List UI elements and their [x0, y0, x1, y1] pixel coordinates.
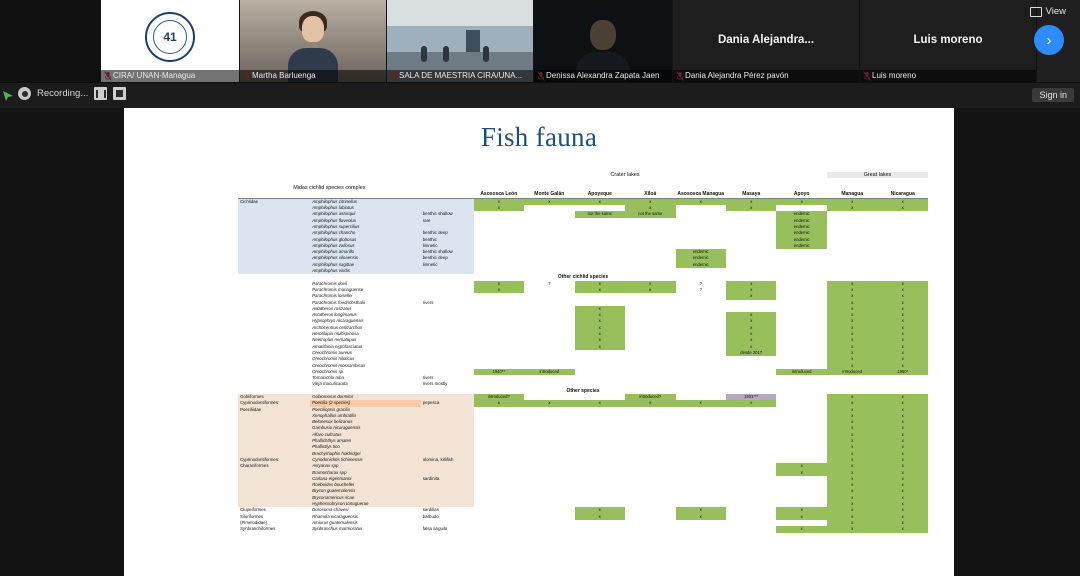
- note-cell: barbudo: [422, 513, 439, 519]
- video-tile-denissa-zapata[interactable]: [534, 0, 673, 82]
- video-tile-name: Dania Alejandra Pérez pavón: [673, 70, 859, 82]
- pause-recording-button[interactable]: [94, 87, 107, 100]
- presence-cell: x: [676, 514, 726, 520]
- presence-cell: x: [726, 325, 776, 331]
- video-tile-name: Denissa Alexandra Zapata Jaen: [534, 70, 672, 82]
- species-cell: Amphilophus amarillo: [312, 249, 355, 255]
- presence-cell: x: [877, 451, 928, 457]
- presence-cell: x: [575, 312, 625, 318]
- presence-cell: x: [575, 344, 625, 350]
- presence-cell: endemic: [776, 224, 826, 230]
- species-cell: Archocentrus centrarchus: [312, 324, 363, 330]
- presence-cell: x: [776, 526, 826, 532]
- presence-cell: x: [575, 400, 625, 406]
- presence-cell: endemic: [676, 262, 726, 268]
- presence-cell: x: [776, 470, 826, 476]
- species-cell: Gambusia nicaraguensis: [312, 425, 361, 431]
- presence-cell: x: [575, 318, 625, 324]
- presence-cell: introduced?: [474, 394, 524, 400]
- note-cell: rivers mostly: [422, 381, 448, 387]
- col-header-monte-galan: Monte Galán: [524, 178, 574, 198]
- presence-cell: x: [776, 507, 826, 513]
- presence-cell: x: [474, 400, 524, 406]
- presence-cell: x: [575, 325, 625, 331]
- presence-cell: x: [877, 312, 928, 318]
- recording-controls: [18, 87, 126, 100]
- room-ceiling: [387, 0, 533, 26]
- species-cell: Bramocharax spp: [312, 469, 347, 475]
- share-pointer-icon[interactable]: [2, 89, 14, 101]
- presence-cell: ?: [676, 287, 726, 293]
- species-cell: Cynodonichtis tichimensis: [312, 456, 363, 462]
- species-cell: Amiurus guatemalensis: [312, 519, 358, 525]
- presence-cell: x: [827, 438, 877, 444]
- chevron-right-icon: ›: [1046, 31, 1052, 49]
- presence-cell: x: [827, 407, 877, 413]
- presence-cell: x: [575, 337, 625, 343]
- table-body: [238, 198, 928, 532]
- family-cell: Cichlidae: [240, 198, 259, 204]
- presence-cell: x: [877, 281, 928, 287]
- presence-cell: x: [827, 425, 877, 431]
- presence-cell: x: [726, 287, 776, 293]
- presence-cell: x: [877, 463, 928, 469]
- note-cell: rivers: [422, 299, 434, 305]
- presence-cell: x: [877, 318, 928, 324]
- col-header-apoyo: Apoyo: [776, 178, 826, 198]
- presence-cell: x: [827, 300, 877, 306]
- presentation-slide: [124, 108, 954, 576]
- col-header-nicaragua: Nicaragua: [877, 178, 928, 198]
- presence-cell: x: [726, 198, 776, 205]
- presence-cell: x: [827, 526, 877, 532]
- presence-cell: x: [726, 293, 776, 299]
- section-header-other-species: Other species: [566, 387, 600, 394]
- shared-screen-stage: [0, 108, 1080, 576]
- presence-cell: x: [726, 400, 776, 406]
- presence-cell: endemic: [776, 237, 826, 243]
- presence-cell: introduced: [827, 369, 877, 375]
- cira-logo: [145, 12, 195, 62]
- participant-video-strip: [0, 0, 1080, 82]
- presence-cell: x: [877, 432, 928, 438]
- video-tile-martha-barluenga[interactable]: [240, 0, 387, 82]
- presence-cell: x: [776, 198, 826, 205]
- presence-cell: x: [827, 476, 877, 482]
- species-cell: Xenophallus umbratilis: [312, 412, 357, 418]
- presence-cell: [726, 526, 776, 532]
- note-cell: pepesca: [422, 400, 440, 406]
- species-cell: Neetroplus nematopus: [312, 337, 357, 343]
- family-cell: Cyprinodontiformes:: [240, 456, 280, 462]
- presence-cell: [474, 526, 524, 532]
- family-cell: Siluriformes: [240, 513, 264, 519]
- presence-cell: ?: [524, 281, 574, 287]
- presence-cell: x: [877, 501, 928, 507]
- presence-cell: x: [827, 198, 877, 205]
- group-header-crater-lakes: Crater lakes: [610, 172, 640, 178]
- species-cell: Amphilophus zaliosus: [312, 242, 355, 248]
- family-cell: Characiformes: [240, 463, 269, 469]
- species-cell: Synbranchus marmoratus: [312, 526, 363, 532]
- presence-cell: 1931***: [726, 394, 776, 400]
- presence-cell: x: [827, 514, 877, 520]
- room-person: [443, 46, 449, 62]
- presence-cell: x: [827, 318, 877, 324]
- presence-cell: x: [877, 470, 928, 476]
- table-row: [238, 526, 928, 532]
- presence-cell: x: [877, 287, 928, 293]
- presence-cell: x: [827, 325, 877, 331]
- presence-cell: endemic: [776, 218, 826, 224]
- presence-cell: x: [474, 281, 524, 287]
- presence-cell: endemic: [776, 230, 826, 236]
- presence-cell: x: [877, 407, 928, 413]
- video-tile-name: Martha Barluenga: [240, 70, 386, 82]
- family-cell: Synbranchiformes: [240, 526, 276, 532]
- species-cell: Amphilophus citrinellus: [312, 198, 358, 204]
- species-cell: Phallictlys tico: [312, 444, 340, 450]
- presence-cell: x: [877, 495, 928, 501]
- room-person: [421, 46, 427, 62]
- recording-indicator-icon: [18, 87, 31, 100]
- note-cell: benthic deep: [422, 255, 448, 261]
- note-cell: benthic shallow: [422, 211, 453, 217]
- family-cell: Cyprinodontiformes:: [240, 400, 280, 406]
- presence-cell: 1950*: [877, 369, 928, 375]
- presence-cell: x: [827, 413, 877, 419]
- family-cell: Gobiiformes: [240, 394, 264, 399]
- family-cell: Poeciliidae: [240, 406, 262, 412]
- presence-cell: x: [625, 205, 675, 211]
- stop-recording-button[interactable]: [113, 87, 126, 100]
- presence-cell: x: [726, 344, 776, 350]
- presence-cell: introduced: [524, 369, 574, 375]
- presence-cell: [575, 526, 625, 532]
- table-column-header-row: [238, 178, 928, 198]
- presence-cell: x: [827, 331, 877, 337]
- species-cell: Poeciliopsis gracilis: [312, 406, 351, 412]
- species-cell: Oreochromis niloticus: [312, 356, 355, 362]
- section-header-other-cichlid: Other cichlid species: [557, 274, 609, 281]
- note-cell: [421, 198, 474, 205]
- presence-cell: desde 2017: [726, 350, 776, 356]
- presence-cell: x: [827, 400, 877, 406]
- presence-cell: x: [877, 425, 928, 431]
- note-cell: rivers: [422, 375, 434, 381]
- cira-logo-text: 41: [153, 20, 187, 54]
- presence-cell: x: [877, 514, 928, 520]
- presence-cell: x: [827, 356, 877, 362]
- participant-display-name: Dania Alejandra...: [717, 33, 815, 46]
- presence-cell: x: [877, 413, 928, 419]
- species-cell: Astatheros rostratus: [312, 305, 352, 311]
- species-cell: Belonesox belizanus: [312, 419, 353, 425]
- presence-cell: x: [877, 520, 928, 526]
- species-cell: Astyanax spp: [312, 463, 339, 469]
- species-cell: Amphilophus xiloaensis: [312, 255, 358, 261]
- presence-cell: x: [676, 198, 726, 205]
- presence-cell: x: [877, 205, 928, 211]
- species-cell: Gobiomorus dormitor: [312, 394, 354, 399]
- slide-title: Fish fauna: [480, 122, 598, 152]
- video-tile-name: Luis moreno: [860, 70, 1036, 82]
- video-tile-cira-unan[interactable]: [101, 0, 240, 82]
- species-cell: Oreochromis sp.: [312, 368, 345, 374]
- presence-cell: x: [877, 344, 928, 350]
- presence-cell: x: [726, 337, 776, 343]
- species-cell: Astatheros longimanus: [312, 312, 357, 318]
- presence-cell: not the same: [575, 211, 625, 217]
- presence-cell: x: [726, 318, 776, 324]
- col-header-masaya: Masaya: [726, 178, 776, 198]
- presence-cell: x: [474, 287, 524, 293]
- note-cell: rare: [422, 217, 431, 223]
- presence-cell: x: [827, 482, 877, 488]
- presence-cell: x: [827, 501, 877, 507]
- table-row: [238, 198, 928, 205]
- presence-cell: x: [625, 400, 675, 406]
- species-cell: Oreochromis mossambicus: [312, 362, 366, 368]
- species-cell: Vieja maculicauda: [312, 381, 348, 387]
- recording-toolbar: [0, 82, 1080, 109]
- presence-cell: x: [827, 337, 877, 343]
- presence-cell: x: [877, 350, 928, 356]
- col-header-managua: Managua: [827, 178, 877, 198]
- presence-cell: x: [827, 444, 877, 450]
- view-button[interactable]: [1030, 6, 1066, 17]
- presence-cell: x: [827, 293, 877, 299]
- species-cell: Brachyrhaphis holdridgei: [312, 450, 361, 456]
- note-cell: sardillas: [422, 507, 439, 513]
- presence-cell: [676, 526, 726, 532]
- species-cell: Hypsophrys nicaraguensis: [312, 318, 364, 324]
- col-header-species-complex: Midas cichlid species complex: [238, 178, 421, 198]
- presence-cell: x: [877, 293, 928, 299]
- room-person: [483, 46, 489, 62]
- presence-cell: x: [877, 400, 928, 406]
- presence-cell: x: [575, 287, 625, 293]
- video-tile-name: CIRA/ UNAN-Managua: [101, 70, 239, 82]
- presence-cell: x: [474, 198, 524, 205]
- presence-cell: x: [827, 470, 877, 476]
- species-cell: Amphilophus viridis: [312, 268, 350, 274]
- presence-cell: x: [827, 287, 877, 293]
- species-cell: Amphilophus labiatus: [312, 205, 354, 211]
- note-cell: limnetic: [422, 261, 438, 267]
- presence-cell: x: [676, 400, 726, 406]
- presence-cell: x: [524, 198, 574, 205]
- presence-cell: x: [877, 331, 928, 337]
- presence-cell: x: [877, 306, 928, 312]
- presence-cell: [625, 526, 675, 532]
- fish-fauna-table-wrapper: [238, 172, 928, 533]
- presence-cell: x: [575, 507, 625, 513]
- presence-cell: x: [827, 457, 877, 463]
- presence-cell: x: [877, 444, 928, 450]
- presence-cell: x: [827, 495, 877, 501]
- presence-cell: x: [726, 331, 776, 337]
- note-cell: falsa anguila: [422, 526, 448, 532]
- presence-cell: x: [625, 198, 675, 205]
- note-cell: benthic deep: [422, 230, 448, 236]
- presence-cell: x: [877, 419, 928, 425]
- participant-display-name: Luis moreno: [913, 33, 983, 46]
- species-cell: Amatitlania nigrofasciatus: [312, 343, 363, 349]
- presence-cell: x: [575, 306, 625, 312]
- species-cell: Parachromis loisellei: [312, 293, 353, 299]
- presence-cell: x: [877, 488, 928, 494]
- species-cell: Alfaro cultratus: [312, 431, 342, 437]
- note-cell: benthic shallow: [422, 249, 453, 255]
- room-wall: [387, 26, 533, 52]
- note-cell: limnetic: [422, 242, 438, 248]
- presence-cell: not the same: [625, 211, 675, 217]
- species-cell: Amphilophus globosus: [312, 236, 357, 242]
- video-tile-spacer: [0, 0, 101, 82]
- presence-cell: x: [877, 325, 928, 331]
- species-cell: Roeboides bouchellei: [312, 482, 355, 488]
- presence-cell: [524, 526, 574, 532]
- presence-cell: x: [827, 306, 877, 312]
- presence-cell: x: [827, 281, 877, 287]
- video-tile-luis-moreno[interactable]: [860, 0, 1037, 82]
- person-head: [590, 20, 616, 50]
- presence-cell: x: [776, 514, 826, 520]
- presence-cell: x: [726, 205, 776, 211]
- presence-cell: x: [877, 507, 928, 513]
- presence-cell: x: [575, 198, 625, 205]
- video-tile-name: SALA DE MAESTRIA CIRA/UNA...: [387, 70, 533, 82]
- presence-cell: x: [827, 507, 877, 513]
- view-button-label: View: [1045, 6, 1066, 17]
- video-tile-sala-maestria[interactable]: [387, 0, 534, 82]
- presence-cell: x: [676, 507, 726, 513]
- species-cell: Oreochromis aureus: [312, 349, 352, 355]
- next-participants-button[interactable]: [1034, 25, 1064, 55]
- species-cell: Brycon guatemalensis: [312, 488, 356, 494]
- room-door: [466, 30, 480, 52]
- presence-cell: x: [827, 463, 877, 469]
- col-header-asososca-managua: Asososca Managua: [676, 178, 726, 198]
- presence-cell: introduced?: [625, 394, 675, 400]
- presence-cell: x: [575, 514, 625, 520]
- species-cell: Dorosoma chavesi: [312, 507, 349, 513]
- species-cell: Poecilia (2 species): [310, 400, 421, 406]
- col-header-xiloa: Xiloá: [625, 178, 675, 198]
- presence-cell: x: [625, 287, 675, 293]
- table-head: [238, 172, 928, 198]
- presence-cell: endemic: [776, 243, 826, 249]
- presence-cell: introduced: [776, 369, 826, 375]
- presence-cell: x: [877, 457, 928, 463]
- species-cell: Parachromis dovii: [312, 280, 348, 286]
- presence-cell: x: [726, 312, 776, 318]
- species-cell: Parachromis friedrichsthalii: [312, 299, 365, 305]
- presence-cell: x: [877, 526, 928, 532]
- presence-cell: x: [827, 488, 877, 494]
- species-cell: Phallichthys amates: [312, 438, 352, 444]
- species-cell: Amphilophus supercilius: [312, 223, 360, 229]
- note-cell: benthic: [422, 236, 437, 242]
- family-cell: Clupeiformes: [240, 507, 266, 513]
- presence-cell: x: [827, 451, 877, 457]
- note-cell: sardinita: [422, 475, 440, 481]
- presence-cell: x: [827, 419, 877, 425]
- presence-cell: x: [877, 356, 928, 362]
- species-cell: Amphilophus flaveolus: [312, 217, 357, 223]
- species-cell: Rhamdia nicaraguensis: [312, 513, 358, 519]
- presence-cell: ?: [676, 281, 726, 287]
- species-cell: Tomacichla tuba: [312, 375, 344, 381]
- presence-cell: x: [827, 205, 877, 211]
- presence-cell: x: [877, 476, 928, 482]
- presence-cell: x: [827, 432, 877, 438]
- presence-cell: x: [827, 312, 877, 318]
- species-cell: Parachromis managuense: [312, 286, 364, 292]
- presence-cell: x: [877, 438, 928, 444]
- species-cell: Hyphessobrycon tortuguerae: [312, 501, 369, 507]
- note-cell: olomina, killifish: [422, 456, 454, 462]
- presence-cell: x: [625, 281, 675, 287]
- presence-cell: x: [877, 482, 928, 488]
- presence-cell: x: [877, 300, 928, 306]
- presence-cell: endemic: [776, 211, 826, 217]
- species-cell: Carlana eigenmanni: [312, 475, 352, 481]
- video-tile-dania-perez[interactable]: [673, 0, 860, 82]
- presence-cell: x: [776, 463, 826, 469]
- presence-cell: x: [877, 363, 928, 369]
- species-cell: Amphilophus astorquii: [312, 211, 356, 217]
- presence-cell: x: [877, 198, 928, 205]
- presence-cell: x: [726, 281, 776, 287]
- presence-cell: x: [827, 520, 877, 526]
- species-cell: Amphilophus chancho: [312, 230, 356, 236]
- presence-cell: x: [827, 350, 877, 356]
- presence-cell: 1940**: [474, 369, 524, 375]
- group-header-great-lakes: Great lakes: [827, 172, 928, 178]
- species-cell: Herotilapia multispinosa: [312, 331, 359, 337]
- presence-cell: x: [877, 394, 928, 400]
- presence-cell: x: [827, 363, 877, 369]
- presence-cell: endemic: [676, 249, 726, 255]
- presence-cell: x: [575, 281, 625, 287]
- presence-cell: x: [827, 344, 877, 350]
- presence-cell: x: [877, 337, 928, 343]
- col-header-asososca-leon: Asososca León: [474, 178, 524, 198]
- sign-in-button[interactable]: Sign in: [1032, 88, 1074, 102]
- presence-cell: x: [524, 400, 574, 406]
- species-cell: Amphilophus sagittae: [312, 261, 355, 267]
- col-header-apoyeque: Apoyeque: [575, 178, 625, 198]
- species-cell: Bryconamericus ricae: [312, 494, 355, 500]
- presence-cell: x: [575, 331, 625, 337]
- fish-fauna-table: [238, 172, 928, 533]
- presence-cell: x: [827, 394, 877, 400]
- recording-status-label: Recording...: [37, 88, 89, 99]
- family-cell: (Pimelodidae): [240, 519, 268, 525]
- person-head: [302, 16, 324, 42]
- presence-cell: x: [474, 205, 524, 211]
- grid-view-icon: [1030, 7, 1042, 17]
- presence-cell: endemic: [676, 255, 726, 261]
